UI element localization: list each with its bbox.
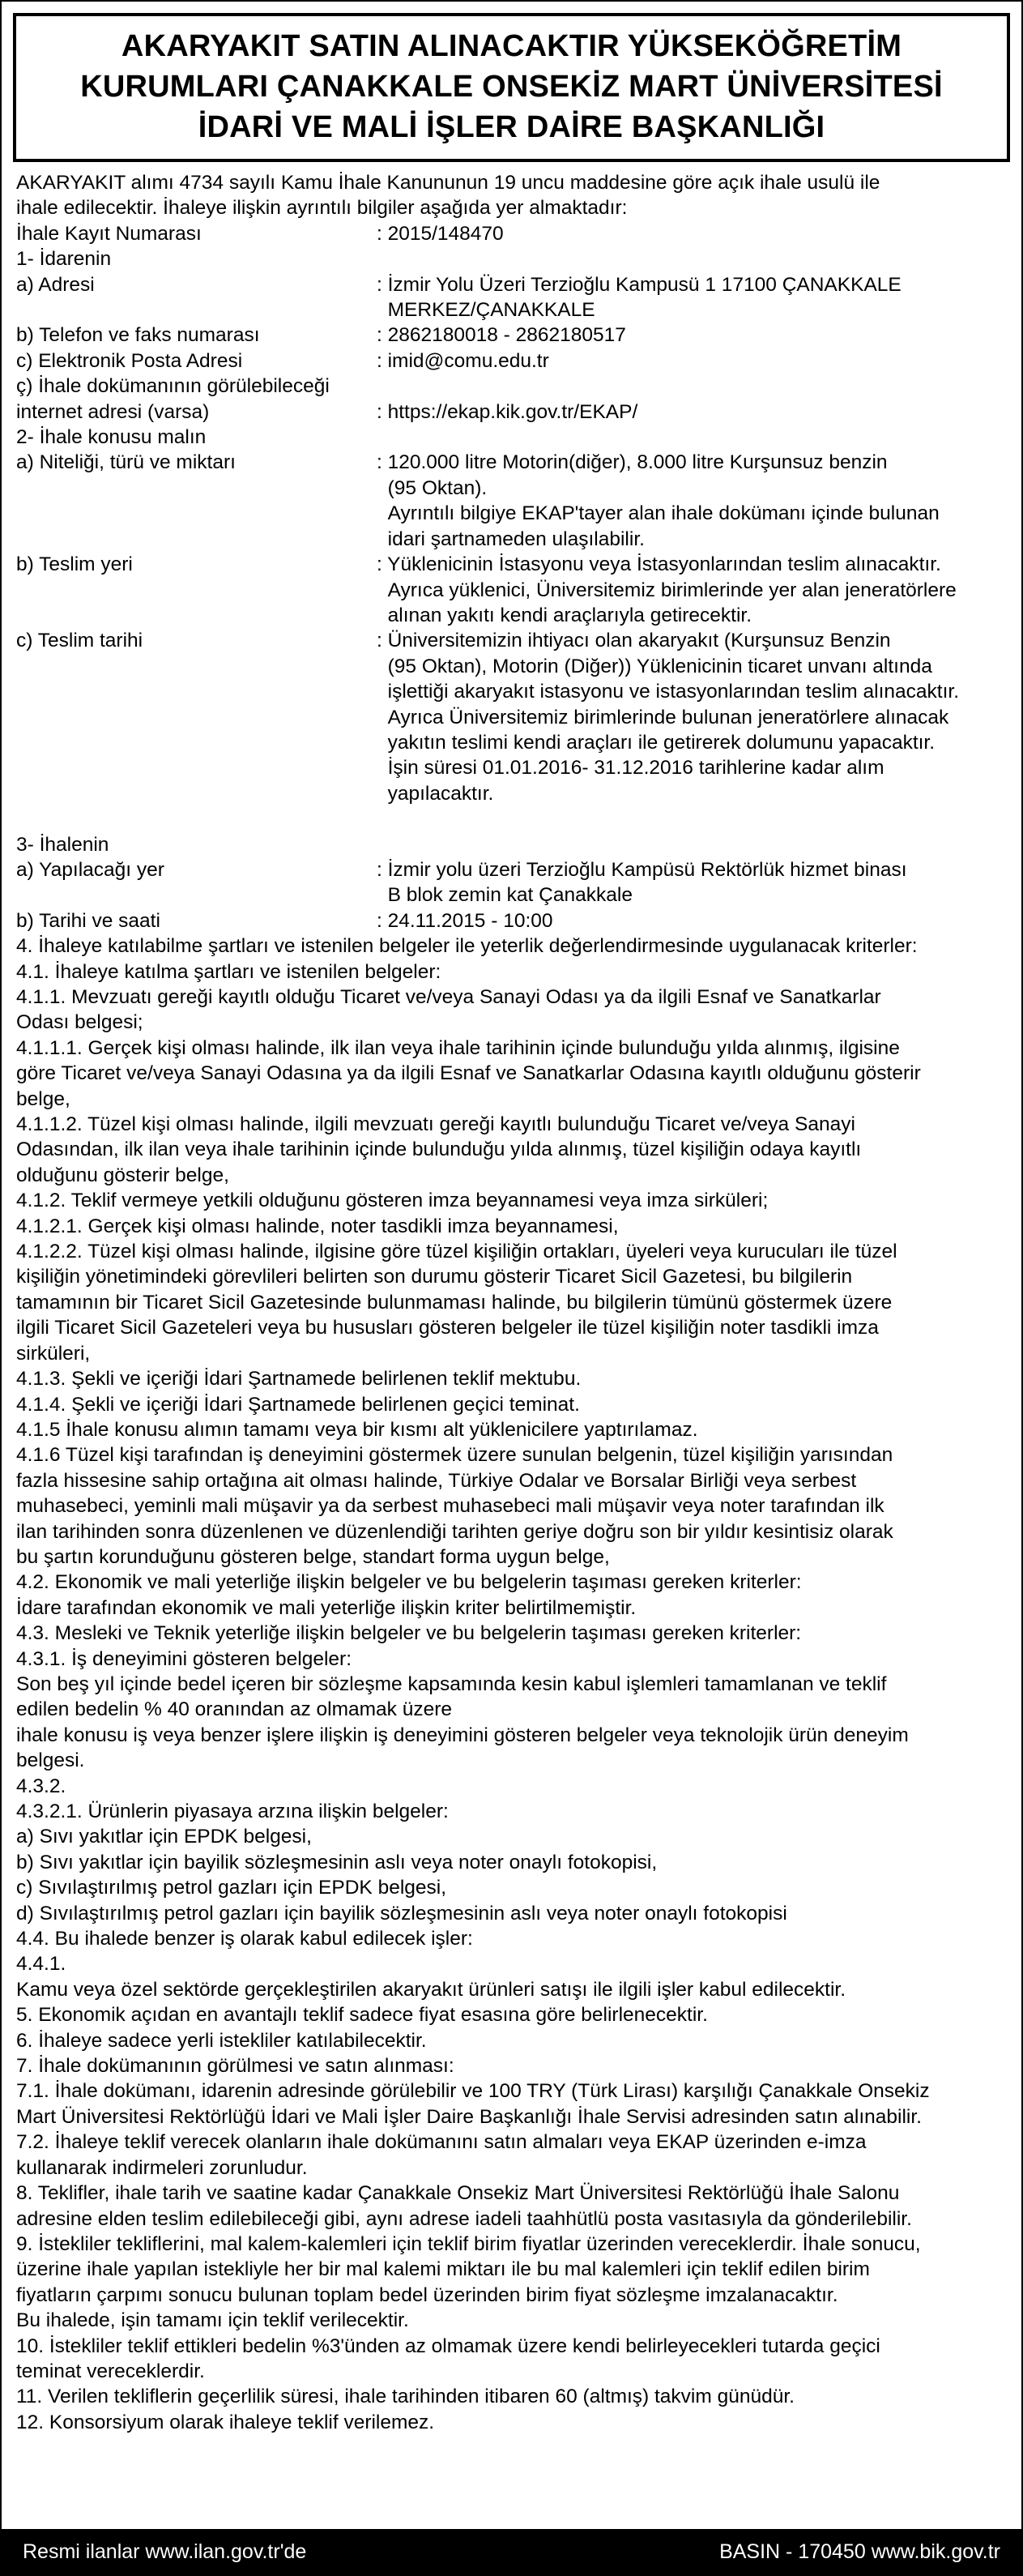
detail-row [16, 348, 1007, 374]
footer-right-text: BASIN - 170450 www.bik.gov.tr [719, 2540, 1000, 2563]
detail-row [16, 374, 1007, 425]
body-paragraph: 10. İstekliler teklif ettikleri bedelin %3'ünden az olmamak üzere kendi belirleyecekleri tutarda geçici teminat vereceklerdir. [16, 2335, 880, 2382]
footer-left-text: Resmi ilanlar www.ilan.gov.tr'de [23, 2540, 307, 2563]
detail-value: : Yüklenicinin İstasyonu veya İstasyonlarından teslim alınacaktır. Ayrıca yüklenici, Üniversitemiz birimlerinde yer alan jeneratörlere alınan yakıtı kendi araçlarıyla getirecektir. [377, 553, 957, 626]
detail-label: 3- İhalenin [16, 833, 109, 856]
detail-label: a) Adresi [16, 273, 95, 296]
detail-label: c) Teslim tarihi [16, 630, 143, 652]
detail-value: : 24.11.2015 - 10:00 [377, 909, 553, 932]
detail-value [377, 246, 1007, 271]
intro-line: ihale edilecektir. İhaleye ilişkin ayrıntılı bilgiler aşağıda yer almaktadır: [16, 197, 628, 220]
detail-value: : İzmir yolu üzeri Terzioğlu Kampüsü Rektörlük hizmet binası B blok zemin kat Çanakkale [377, 858, 907, 907]
detail-value [377, 425, 1007, 450]
detail-label: b) Telefon ve faks numarası [16, 324, 260, 347]
body-paragraph: 4.4.1. [16, 1953, 66, 1976]
body-paragraph: 8. Teklifler, ihale tarih ve saatine kadar Çanakkale Onsekiz Mart Üniversitesi Rektörlüğü İhale Salonu adresine elden teslim edilebileceği gibi, aynı adrese iadeli taahhütlü posta vasıtasıyla da gönderilebilir. [16, 2182, 912, 2230]
body-paragraph: 5. Ekonomik açıdan en avantajlı teklif sadece fiyat esasına göre belirlenecektir. [16, 2004, 708, 2027]
detail-row [16, 832, 1007, 857]
header-line-1: AKARYAKIT SATIN ALINACAKTIR YÜKSEKÖĞRETİM [121, 29, 902, 63]
body-paragraph: 4.3.1. İş deneyimini gösteren belgeler: [16, 1647, 352, 1670]
detail-value: : https://ekap.kik.gov.tr/EKAP/ [377, 400, 638, 423]
header-line-3: İDARİ VE MALİ İŞLER DAİRE BAŞKANLIĞI [198, 110, 825, 144]
detail-value: : İzmir Yolu Üzeri Terzioğlu Kampusü 1 17100 ÇANAKKALE MERKEZ/ÇANAKKALE [377, 273, 902, 322]
body-paragraph: ihale konusu iş veya benzer işlere ilişkin iş deneyimini gösteren belgeler veya teknolojik ürün deneyim belgesi. [16, 1724, 909, 1772]
body-paragraph: 4.3.2. [16, 1775, 66, 1797]
detail-label: İhale Kayıt Numarası [16, 222, 202, 245]
detail-row [16, 221, 1007, 246]
detail-label: 2- İhale konusu malın [16, 426, 207, 449]
detail-row [16, 908, 1007, 933]
body-paragraph: d) Sıvılaştırılmış petrol gazları için bayilik sözleşmesinin aslı veya noter onaylı fotokopisi [16, 1902, 787, 1925]
body-paragraph: 4.1.2.2. Tüzel kişi olması halinde, ilgisine göre tüzel kişiliğin ortakları, üyeleri veya kurucuları ile tüzel kişiliğin yönetimindeki görevlileri belirten son durumu gösterir Ticaret Sicil Gazetesi, bu bilgilerin tamamının bir Ticaret Sicil Gazetesinde bulunmaması halinde, bu bilgilerin tümünü göstermek üzere ilgili Ticaret Sicil Gazeteleri veya bu hususları gösteren belgeler ile tüzel kişiliğin noter tasdikli imza sirküleri, [16, 1241, 897, 1365]
body-paragraph: 7.1. İhale dokümanı, idarenin adresinde görülebilir ve 100 TRY (Türk Lirası) karşılığı Çanakkale Onsekiz Mart Üniversitesi Rektörlüğü İdari ve Mali İşler Daire Başkanlığı İhale Servisi adresinden satın alınabilir. [16, 2080, 930, 2128]
body-paragraph: 4.1.2. Teklif vermeye yetkili olduğunu gösteren imza beyannamesi veya imza sirküleri; [16, 1190, 769, 1212]
intro [16, 170, 1007, 221]
detail-row [16, 272, 1007, 323]
body-text [16, 933, 1007, 2435]
detail-value: : Üniversitemizin ihtiyacı olan akaryakıt (Kurşunsuz Benzin (95 Oktan), Motorin (Diğer)) Yüklenicinin ticaret unvanı altında işlettiği akaryakıt istasyonu ve istasyonlarından teslim alınacaktır. Ayrıca Üniversitemiz birimlerinde bulunan jeneratörlere alınacak yakıtın teslimi kendi araçları ile getirerek dolumunu yapacaktır. İşin süresi 01.01.2016- 31.12.2016 tarihlerine kadar alım yapılacaktır. [377, 630, 960, 805]
body-paragraph: b) Sıvı yakıtlar için bayilik sözleşmesinin aslı veya noter onaylı fotokopisi, [16, 1851, 658, 1873]
detail-row [16, 425, 1007, 450]
header-line-2: KURUMLARI ÇANAKKALE ONSEKİZ MART ÜNİVERSİTESİ [80, 70, 943, 104]
body-paragraph: 11. Verilen tekliflerin geçerlilik süresi, ihale tarihinden itibaren 60 (altmış) takvim günüdür. [16, 2386, 795, 2408]
body-paragraph: 4.1.2.1. Gerçek kişi olması halinde, noter tasdikli imza beyannamesi, [16, 1215, 619, 1237]
body-paragraph: 7. İhale dokümanının görülmesi ve satın alınması: [16, 2055, 454, 2078]
detail-label: a) Yapılacağı yer [16, 858, 164, 881]
notice-header [13, 13, 1010, 162]
detail-row [16, 323, 1007, 348]
detail-value: : 2862180018 - 2862180517 [377, 324, 626, 347]
detail-label: a) Niteliği, türü ve miktarı [16, 451, 236, 474]
body-paragraph: c) Sıvılaştırılmış petrol gazları için EPDK belgesi, [16, 1877, 447, 1899]
detail-label: b) Teslim yeri [16, 553, 133, 576]
detail-row [16, 552, 1007, 628]
detail-value: : 120.000 litre Motorin(diğer), 8.000 litre Kurşunsuz benzin (95 Oktan). Ayrıntılı bilgiye EKAP'tayer alan ihale dokümanı içinde bulunan idari şartnameden ulaşılabilir. [377, 451, 940, 550]
body-paragraph: 4.2. Ekonomik ve mali yeterliğe ilişkin belgeler ve bu belgelerin taşıması gereken kriterler: [16, 1571, 802, 1594]
detail-value: : imid@comu.edu.tr [377, 349, 549, 372]
footer-bar [2, 2529, 1021, 2574]
detail-label: b) Tarihi ve saati [16, 909, 160, 932]
detail-row [16, 628, 1007, 831]
body-paragraph: a) Sıvı yakıtlar için EPDK belgesi, [16, 1826, 312, 1848]
detail-row [16, 857, 1007, 908]
body-paragraph: İdare tarafından ekonomik ve mali yeterliğe ilişkin kriter belirtilmemiştir. [16, 1596, 637, 1619]
details-table [16, 221, 1007, 933]
body-paragraph: 4. İhaleye katılabilme şartları ve istenilen belgeler ile yeterlik değerlendirmesinde uygulanacak kriterler: [16, 935, 918, 958]
body-paragraph: 4.1.1.1. Gerçek kişi olması halinde, ilk ilan veya ihale tarihinin içinde bulunduğu yılda alınmış, ilgisine göre Ticaret ve/veya Sanayi Odasına ya da ilgili Esnaf ve Sanatkarlar Odasına kayıtlı olduğunu gösterir belge, [16, 1036, 921, 1110]
body-paragraph: 9. İstekliler tekliflerini, mal kalem-kalemleri için teklif birim fiyatlar üzerinden vereceklerdir. İhale sonucu, üzerine ihale yapılan istekliyle her bir mal kalemi miktarı ile bu mal kalemleri için teklif edilen birim fiyatların çarpımı sonucu bulunan toplam bedel üzerinden birim fiyat sözleşme imzalanacaktır. [16, 2232, 921, 2306]
detail-value: : 2015/148470 [377, 222, 504, 245]
body-paragraph: Bu ihalede, işin tamamı için teklif verilecektir. [16, 2309, 409, 2332]
detail-row [16, 450, 1007, 552]
body-paragraph: 6. İhaleye sadece yerli istekliler katılabilecektir. [16, 2029, 427, 2052]
body-paragraph: 7.2. İhaleye teklif verecek olanların ihale dokümanını satın almaları veya EKAP üzerinden e-imza kullanarak indirmeleri zorunludur. [16, 2131, 867, 2179]
body-paragraph: 4.1.3. Şekli ve içeriği İdari Şartnamede belirlenen teklif mektubu. [16, 1368, 582, 1391]
detail-label: c) Elektronik Posta Adresi [16, 349, 243, 372]
detail-value [377, 832, 1007, 857]
body-paragraph: 4.1.1.2. Tüzel kişi olması halinde, ilgili mevzuatı gereği kayıtlı bulunduğu Ticaret ve/veya Sanayi Odasından, ilk ilan veya ihale tarihinin içinde bulunduğu yılda alınmış, tüzel kişiliğin odaya kayıtlı olduğunu gösterir belge, [16, 1113, 862, 1186]
notice-content [2, 162, 1021, 2435]
body-paragraph: 4.4. Bu ihalede benzer iş olarak kabul edilecek işler: [16, 1928, 473, 1950]
body-paragraph: 4.3.2.1. Ürünlerin piyasaya arzına ilişkin belgeler: [16, 1801, 449, 1822]
detail-row [16, 246, 1007, 271]
body-paragraph: 12. Konsorsiyum olarak ihaleye teklif verilemez. [16, 2411, 435, 2433]
detail-label: 1- İdarenin [16, 248, 112, 271]
body-paragraph: Kamu veya özel sektörde gerçekleştirilen akaryakıt ürünleri satışı ile ilgili işler kabul edilecektir. [16, 1978, 846, 2001]
body-paragraph: 4.1.6 Tüzel kişi tarafından iş deneyimini göstermek üzere sunulan belgenin, tüzel kişiliğin yarısından fazla hissesine sahip ortağına ait olması halinde, Türkiye Odalar ve Borsalar Birliği veya serbest muhasebeci, yeminli mali müşavir ya da serbest muhasebeci mali müşavir veya noter tarafından ilk ilan tarihinden sonra düzenlenen ve düzenlendiği tarihten geriye doğru son bir yıldır kesintisiz olarak bu şartın korunduğunu gösteren belge, standart forma uygun belge, [16, 1444, 893, 1568]
detail-label: ç) İhale dokümanının görülebileceği internet adresi (varsa) [16, 375, 330, 423]
body-paragraph: 4.1.1. Mevzuatı gereği kayıtlı olduğu Ticaret ve/veya Sanayi Odası ya da ilgili Esnaf ve Sanatkarlar Odası belgesi; [16, 986, 881, 1034]
body-paragraph: 4.1.5 İhale konusu alımın tamamı veya bir kısmı alt yüklenicilere yaptırılamaz. [16, 1418, 698, 1441]
body-paragraph: 4.1.4. Şekli ve içeriği İdari Şartnamede belirlenen geçici teminat. [16, 1393, 580, 1416]
body-paragraph: 4.1. İhaleye katılma şartları ve istenilen belgeler: [16, 960, 441, 983]
body-paragraph: 4.3. Mesleki ve Teknik yeterliğe ilişkin belgeler ve bu belgelerin taşıması gereken kriterler: [16, 1622, 802, 1645]
body-paragraph: Son beş yıl içinde bedel içeren bir sözleşme kapsamında kesin kabul işlemleri tamamlanan ve teklif edilen bedelin % 40 oranından az olmamak üzere [16, 1672, 887, 1721]
intro-line: AKARYAKIT alımı 4734 sayılı Kamu İhale Kanununun 19 uncu maddesine göre açık ihale usulü ile [16, 172, 880, 194]
